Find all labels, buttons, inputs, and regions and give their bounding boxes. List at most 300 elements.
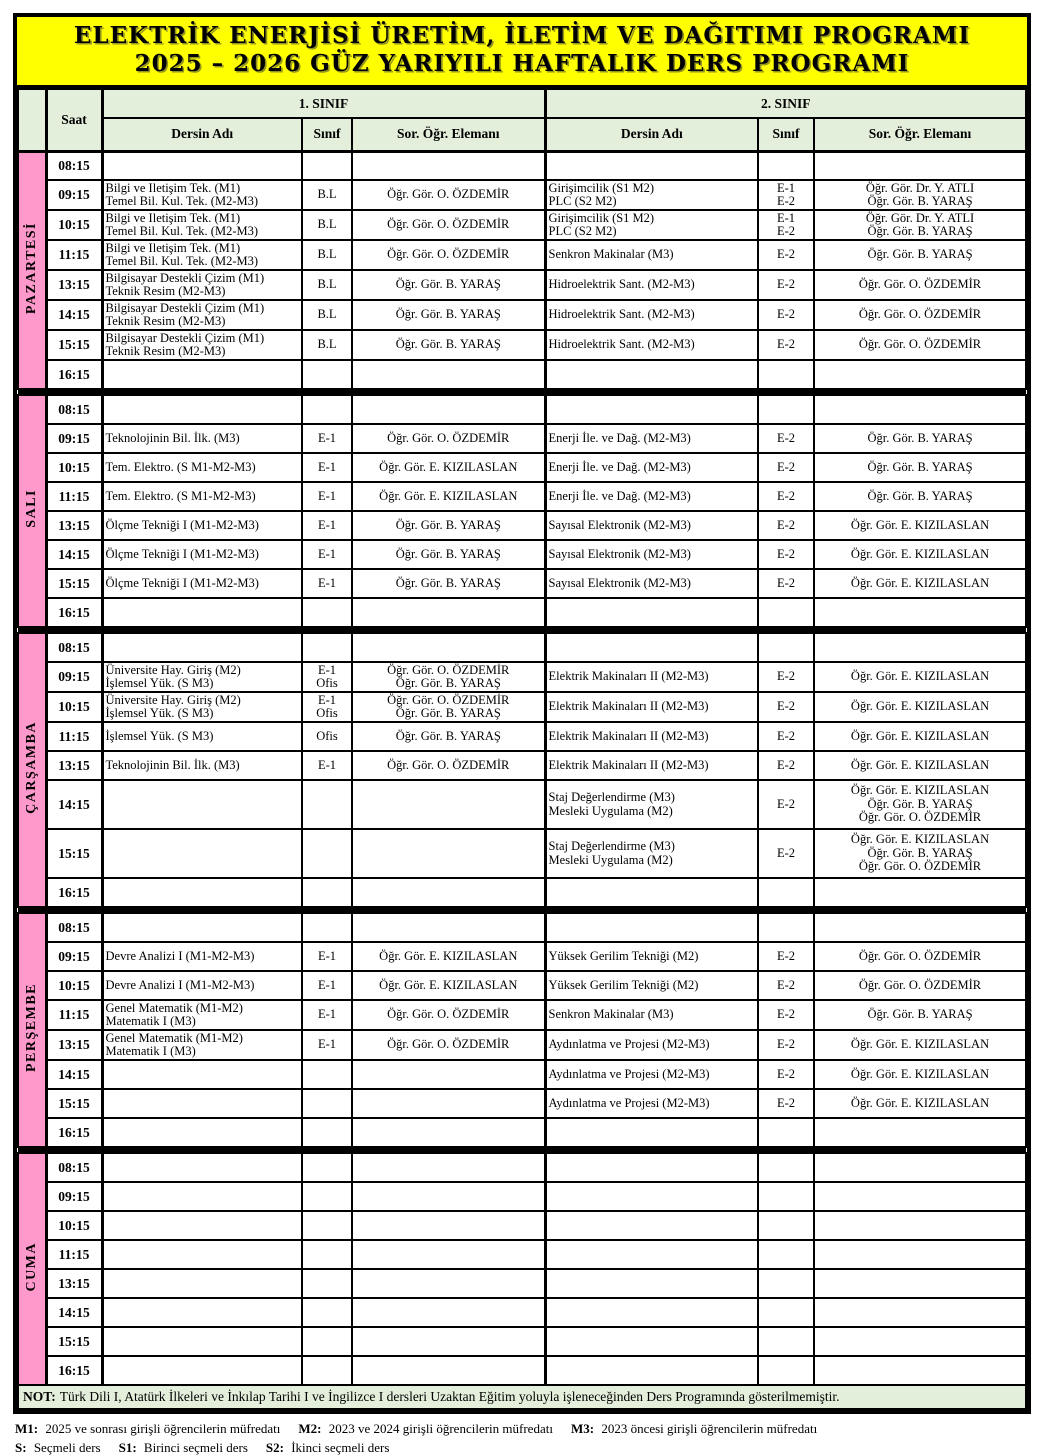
cell-line: Öğr. Gör. Dr. Y. ATLI <box>865 210 975 225</box>
schedule-row <box>18 1327 1026 1356</box>
cell-line: Yüksek Gerilim Tekniği (M2) <box>548 977 699 992</box>
instructor-cell <box>352 913 545 942</box>
time-cell: 13:15 <box>46 751 102 780</box>
instructor-cell <box>352 511 545 540</box>
cell-line: Öğr. Gör. B. YARAŞ <box>867 224 973 238</box>
cell-line: Girişimcilik (S1 M2) <box>548 180 655 195</box>
schedule-row <box>18 511 1026 540</box>
cell-line: Öğr. Gör. O. ÖZDEMİR <box>387 757 510 772</box>
cell-line: E-2 <box>777 488 796 503</box>
cell-line: İşlemsel Yük. (S M3) <box>105 706 214 720</box>
instructor-cell <box>814 751 1026 780</box>
footnote-segment <box>119 1440 248 1455</box>
cell-line: Öğr. Gör. O. ÖZDEMİR <box>387 1007 510 1022</box>
cell-line: Enerji İle. ve Dağ. (M2-M3) <box>548 488 691 503</box>
time-cell: 10:15 <box>46 692 102 722</box>
time-cell: 08:15 <box>46 151 102 180</box>
instructor-cell <box>814 722 1026 751</box>
room-cell <box>758 780 814 829</box>
instructor-cell <box>814 270 1026 300</box>
cell-line: Genel Matematik (M1-M2) <box>105 1000 243 1015</box>
cell-line: Ofis <box>316 676 338 690</box>
cell-line: Ofis <box>316 706 338 720</box>
time-cell: 13:15 <box>46 270 102 300</box>
room-cell <box>758 453 814 482</box>
time-cell: 11:15 <box>46 240 102 270</box>
course-cell <box>545 751 758 780</box>
cell-line: Matematik I (M3) <box>105 1044 196 1058</box>
room-cell <box>302 569 352 598</box>
course-cell <box>545 971 758 1000</box>
room-cell <box>302 1118 352 1147</box>
day-label-text: SALI <box>23 489 39 528</box>
room-cell <box>302 1240 352 1269</box>
room-cell <box>302 913 352 942</box>
instructor-cell <box>352 1089 545 1118</box>
footnote-label: S2: <box>265 1440 284 1455</box>
course-cell <box>545 395 758 424</box>
instructor-cell <box>814 1211 1026 1240</box>
course-cell <box>545 180 758 210</box>
schedule-row <box>18 1060 1026 1089</box>
footnotes <box>13 1414 1031 1456</box>
footnote-segment <box>266 1440 390 1455</box>
course-cell <box>102 395 302 424</box>
room-cell <box>302 511 352 540</box>
schedule-row <box>18 330 1026 360</box>
instructor-cell <box>352 598 545 627</box>
instructor-cell <box>352 1211 545 1240</box>
room-cell <box>302 300 352 330</box>
cell-line: Öğr. Gör. O. ÖZDEMİR <box>858 337 982 352</box>
course-cell <box>102 300 302 330</box>
course-cell <box>102 424 302 453</box>
cell-line: E-1 <box>317 692 337 707</box>
cell-line: E-1 <box>317 1007 337 1022</box>
course-cell <box>545 1060 758 1089</box>
day-label <box>18 913 46 1147</box>
cell-line: Öğr. Gör. B. YARAŞ <box>395 546 501 561</box>
time-cell: 14:15 <box>46 300 102 330</box>
room-cell <box>758 1000 814 1030</box>
time-cell: 11:15 <box>46 722 102 751</box>
footnote-line <box>15 1421 1029 1437</box>
time-cell: 16:15 <box>46 1356 102 1385</box>
course-cell <box>102 1118 302 1147</box>
cell-line: Öğr. Gör. B. YARAŞ <box>395 517 501 532</box>
cell-line: Öğr. Gör. E. KIZILASLAN <box>850 517 990 532</box>
cell-line: Öğr. Gör. O. ÖZDEMİR <box>387 217 510 232</box>
course-cell <box>545 540 758 569</box>
instructor-cell <box>814 424 1026 453</box>
room-cell <box>302 598 352 627</box>
room-cell <box>302 829 352 878</box>
course-cell <box>545 878 758 907</box>
room-cell <box>302 1153 352 1182</box>
course-cell <box>545 330 758 360</box>
course-cell <box>545 598 758 627</box>
cell-line: E-2 <box>777 546 796 561</box>
instructor-cell <box>352 1000 545 1030</box>
cell-line: B.L <box>317 247 337 262</box>
cell-line: E-1 <box>317 430 337 445</box>
cell-line: Enerji İle. ve Dağ. (M2-M3) <box>548 459 691 474</box>
course-cell <box>102 1298 302 1327</box>
course-cell <box>545 1118 758 1147</box>
course-cell <box>545 453 758 482</box>
room-cell <box>302 1298 352 1327</box>
cell-line: E-1 <box>317 1037 337 1052</box>
day-label <box>18 1153 46 1385</box>
room-cell <box>758 1118 814 1147</box>
cell-line: Hidroelektrik Sant. (M2-M3) <box>548 307 695 322</box>
course-cell <box>545 511 758 540</box>
room-cell <box>758 829 814 878</box>
room-cell <box>758 598 814 627</box>
room-cell <box>758 300 814 330</box>
table-header <box>18 89 1026 151</box>
course-cell <box>545 692 758 722</box>
instructor-cell <box>352 151 545 180</box>
day-label-text: PERŞEMBE <box>23 982 39 1072</box>
cell-line: Öğr. Gör. B. YARAŞ <box>395 337 501 352</box>
footnote-text: 2025 ve sonrası girişli öğrencilerin müfredatı <box>45 1421 281 1436</box>
room-cell <box>302 1089 352 1118</box>
schedule-body <box>18 151 1026 1409</box>
cell-line: Aydınlatma ve Projesi (M2-M3) <box>548 1095 710 1110</box>
instructor-cell <box>352 240 545 270</box>
schedule-row <box>18 1298 1026 1327</box>
course-cell <box>102 511 302 540</box>
course-cell <box>545 722 758 751</box>
cell-line: Senkron Makinalar (M3) <box>548 1007 674 1022</box>
cell-line: E-1 <box>317 546 337 561</box>
cell-line: Öğr. Gör. E. KIZILASLAN <box>850 1066 990 1081</box>
schedule-row <box>18 1211 1026 1240</box>
cell-line: Öğr. Gör. B. YARAŞ <box>867 247 973 262</box>
cell-line: E-1 <box>777 180 796 195</box>
footnote-segment <box>15 1440 101 1455</box>
schedule-row <box>18 240 1026 270</box>
instructor-cell <box>814 511 1026 540</box>
time-cell: 10:15 <box>46 210 102 240</box>
col-header-instructor-1: Sor. Öğr. Elemanı <box>352 118 545 151</box>
schedule-row <box>18 722 1026 751</box>
cell-line: Öğr. Gör. B. YARAŞ <box>395 676 501 690</box>
cell-line: E-2 <box>777 430 796 445</box>
cell-line: E-2 <box>777 699 796 714</box>
course-cell <box>102 151 302 180</box>
course-cell <box>102 1060 302 1089</box>
page-title-line-1: ELEKTRİK ENERJİSİ ÜRETİM, İLETİM VE DAĞITIMI PROGRAMI <box>73 22 971 49</box>
cell-line: Öğr. Gör. O. ÖZDEMİR <box>387 1037 510 1052</box>
instructor-cell <box>814 330 1026 360</box>
course-cell <box>545 633 758 662</box>
schedule-row <box>18 692 1026 722</box>
schedule-row <box>18 1356 1026 1385</box>
instructor-cell <box>352 1269 545 1298</box>
instructor-cell <box>814 300 1026 330</box>
course-cell <box>102 270 302 300</box>
cell-line: Elektrik Makinaları II (M2-M3) <box>548 757 709 772</box>
cell-line: Devre Analizi I (M1-M2-M3) <box>105 948 255 963</box>
cell-line: Öğr. Gör. E. KIZILASLAN <box>379 459 518 474</box>
room-cell <box>758 240 814 270</box>
corner-cell <box>18 89 46 151</box>
note-row <box>18 1385 1026 1409</box>
time-cell: 13:15 <box>46 1269 102 1298</box>
cell-line: E-2 <box>777 948 796 963</box>
cell-line: E-1 <box>317 575 337 590</box>
cell-line: Elektrik Makinaları II (M2-M3) <box>548 669 709 684</box>
course-cell <box>545 569 758 598</box>
cell-line: Ölçme Tekniği I (M1-M2-M3) <box>105 546 259 561</box>
cell-line: E-2 <box>777 277 796 292</box>
course-cell <box>545 1211 758 1240</box>
schedule-row <box>18 633 1026 662</box>
room-cell <box>302 240 352 270</box>
cell-line: Elektrik Makinaları II (M2-M3) <box>548 728 709 743</box>
room-cell <box>758 1089 814 1118</box>
room-cell <box>758 1182 814 1211</box>
cell-line: Teknik Resim (M2-M3) <box>105 284 226 298</box>
cell-line: E-2 <box>777 1037 796 1052</box>
cell-line: E-2 <box>777 796 796 811</box>
instructor-cell <box>352 1298 545 1327</box>
cell-line: Bilgisayar Destekli Çizim (M1) <box>105 330 265 345</box>
cell-line: Mesleki Uygulama (M2) <box>548 803 673 818</box>
cell-line: E-2 <box>777 575 796 590</box>
room-cell <box>758 751 814 780</box>
cell-line: Öğr. Gör. B. YARAŞ <box>867 488 973 503</box>
course-cell <box>545 780 758 829</box>
room-cell <box>758 1240 814 1269</box>
room-cell <box>758 151 814 180</box>
room-cell <box>302 1000 352 1030</box>
course-cell <box>545 1182 758 1211</box>
instructor-cell <box>814 1089 1026 1118</box>
course-cell <box>545 1153 758 1182</box>
instructor-cell <box>352 633 545 662</box>
instructor-cell <box>352 829 545 878</box>
schedule-row <box>18 1089 1026 1118</box>
course-cell <box>102 1153 302 1182</box>
cell-line: E-2 <box>777 1066 796 1081</box>
cell-line: E-2 <box>777 459 796 474</box>
room-cell <box>758 971 814 1000</box>
cell-line: Öğr. Gör. B. YARAŞ <box>395 728 501 743</box>
cell-line: Öğr. Gör. E. KIZILASLAN <box>850 546 990 561</box>
cell-line: Matematik I (M3) <box>105 1014 196 1028</box>
course-cell <box>102 633 302 662</box>
time-cell: 16:15 <box>46 1118 102 1147</box>
instructor-cell <box>814 692 1026 722</box>
room-cell <box>302 330 352 360</box>
cell-line: Öğr. Gör. O. ÖZDEMİR <box>858 277 982 292</box>
time-cell: 09:15 <box>46 662 102 692</box>
instructor-cell <box>814 598 1026 627</box>
cell-line: Öğr. Gör. O. ÖZDEMİR <box>858 307 982 322</box>
room-cell <box>758 1327 814 1356</box>
room-cell <box>302 1269 352 1298</box>
instructor-cell <box>352 395 545 424</box>
cell-line: Teknik Resim (M2-M3) <box>105 314 226 328</box>
cell-line: E-2 <box>777 307 796 322</box>
instructor-cell <box>814 1182 1026 1211</box>
schedule-row <box>18 453 1026 482</box>
cell-line: Öğr. Gör. O. ÖZDEMİR <box>858 977 982 992</box>
instructor-cell <box>814 453 1026 482</box>
course-cell <box>545 151 758 180</box>
instructor-cell <box>814 360 1026 389</box>
room-cell <box>758 942 814 971</box>
footnote-segment <box>15 1421 280 1436</box>
instructor-cell <box>352 751 545 780</box>
cell-line: Hidroelektrik Sant. (M2-M3) <box>548 337 695 352</box>
instructor-cell <box>352 692 545 722</box>
instructor-cell <box>352 180 545 210</box>
instructor-cell <box>814 482 1026 511</box>
cell-line: E-1 <box>317 488 337 503</box>
time-cell: 08:15 <box>46 633 102 662</box>
cell-line: Öğr. Gör. E. KIZILASLAN <box>850 1037 990 1052</box>
schedule-row <box>18 751 1026 780</box>
cell-line: Öğr. Gör. O. ÖZDEMİR <box>858 810 982 825</box>
cell-line: E-1 <box>317 662 337 677</box>
cell-line: Öğr. Gör. E. KIZILASLAN <box>850 699 990 714</box>
course-cell <box>545 942 758 971</box>
course-cell <box>102 598 302 627</box>
schedule-row <box>18 424 1026 453</box>
cell-line: Ölçme Tekniği I (M1-M2-M3) <box>105 575 259 590</box>
cell-line: Sayısal Elektronik (M2-M3) <box>548 575 691 590</box>
room-cell <box>302 780 352 829</box>
saat-header: Saat <box>46 89 102 151</box>
room-cell <box>758 360 814 389</box>
instructor-cell <box>814 1060 1026 1089</box>
day-label-text: CUMA <box>23 1241 39 1292</box>
instructor-cell <box>814 1030 1026 1060</box>
time-cell: 08:15 <box>46 395 102 424</box>
cell-line: Öğr. Gör. B. YARAŞ <box>395 277 501 292</box>
course-cell <box>545 1000 758 1030</box>
schedule-row <box>18 569 1026 598</box>
instructor-cell <box>352 1356 545 1385</box>
instructor-cell <box>814 180 1026 210</box>
instructor-cell <box>352 1153 545 1182</box>
instructor-cell <box>814 1298 1026 1327</box>
room-cell <box>302 662 352 692</box>
cell-line: Öğr. Gör. O. ÖZDEMİR <box>858 859 982 874</box>
schedule-row <box>18 1118 1026 1147</box>
cell-line: Bilgi ve Iletişim Tek. (M1) <box>105 240 241 255</box>
room-cell <box>302 1060 352 1089</box>
instructor-cell <box>352 662 545 692</box>
instructor-cell <box>352 453 545 482</box>
page-title-line-2: 2025 – 2026 GÜZ YARIYILI HAFTALIK DERS PROGRAMI <box>134 50 910 77</box>
room-cell <box>302 1030 352 1060</box>
room-cell <box>302 692 352 722</box>
course-cell <box>102 722 302 751</box>
note-text: Türk Dili I, Atatürk İlkeleri ve İnkılap Tarihi I ve İngilizce I dersleri Uzaktan Eğitim yoluyla işleneceğinden Ders Programında gösterilmemiştir. <box>59 1389 840 1404</box>
instructor-cell <box>814 395 1026 424</box>
instructor-cell <box>352 780 545 829</box>
cell-line: Öğr. Gör. E. KIZILASLAN <box>850 575 990 590</box>
instructor-cell <box>814 1118 1026 1147</box>
room-cell <box>758 913 814 942</box>
footnote-segment <box>298 1421 553 1436</box>
room-cell <box>758 210 814 240</box>
time-cell: 15:15 <box>46 1089 102 1118</box>
time-cell: 08:15 <box>46 913 102 942</box>
course-cell <box>102 330 302 360</box>
course-cell <box>102 482 302 511</box>
instructor-cell <box>352 971 545 1000</box>
room-cell <box>302 453 352 482</box>
course-cell <box>102 692 302 722</box>
footnote-label: M3: <box>570 1421 595 1436</box>
time-cell: 09:15 <box>46 1182 102 1211</box>
course-cell <box>545 240 758 270</box>
cell-line: Teknolojinin Bil. İlk. (M3) <box>105 757 240 772</box>
col-header-course-2: Dersin Adı <box>545 118 758 151</box>
course-cell <box>102 1269 302 1298</box>
time-cell: 10:15 <box>46 453 102 482</box>
instructor-cell <box>352 540 545 569</box>
room-cell <box>758 270 814 300</box>
footnote-text: 2023 öncesi girişli öğrencilerin müfredatı <box>601 1421 818 1436</box>
footnote-text: Birinci seçmeli ders <box>143 1440 248 1455</box>
day-label <box>18 151 46 389</box>
cell-line: E-1 <box>317 517 337 532</box>
schedule-row <box>18 1030 1026 1060</box>
schedule-table <box>17 88 1027 1410</box>
schedule-row <box>18 1000 1026 1030</box>
instructor-cell <box>814 240 1026 270</box>
cell-line: Öğr. Gör. B. YARAŞ <box>395 706 501 720</box>
course-cell <box>545 300 758 330</box>
cell-line: Öğr. Gör. B. YARAŞ <box>395 575 501 590</box>
instructor-cell <box>352 878 545 907</box>
cell-line: Yüksek Gerilim Tekniği (M2) <box>548 948 699 963</box>
course-cell <box>102 971 302 1000</box>
course-cell <box>102 360 302 389</box>
schedule-row <box>18 1153 1026 1182</box>
cell-line: Mesleki Uygulama (M2) <box>548 852 673 867</box>
cell-line: Öğr. Gör. B. YARAŞ <box>867 194 973 208</box>
schedule-row <box>18 395 1026 424</box>
room-cell <box>758 1030 814 1060</box>
room-cell <box>758 424 814 453</box>
room-cell <box>302 482 352 511</box>
cell-line: E-2 <box>777 517 796 532</box>
cell-line: Girişimcilik (S1 M2) <box>548 210 655 225</box>
instructor-cell <box>814 633 1026 662</box>
time-cell: 14:15 <box>46 540 102 569</box>
instructor-cell <box>814 1327 1026 1356</box>
cell-line: Aydınlatma ve Projesi (M2-M3) <box>548 1066 710 1081</box>
cell-line: Sayısal Elektronik (M2-M3) <box>548 546 691 561</box>
room-cell <box>758 395 814 424</box>
cell-line: E-2 <box>777 1007 796 1022</box>
time-cell: 11:15 <box>46 1000 102 1030</box>
footnote-line <box>15 1440 1029 1456</box>
room-cell <box>758 511 814 540</box>
schedule-row <box>18 598 1026 627</box>
cell-line: Genel Matematik (M1-M2) <box>105 1030 243 1045</box>
room-cell <box>302 210 352 240</box>
course-cell <box>102 180 302 210</box>
